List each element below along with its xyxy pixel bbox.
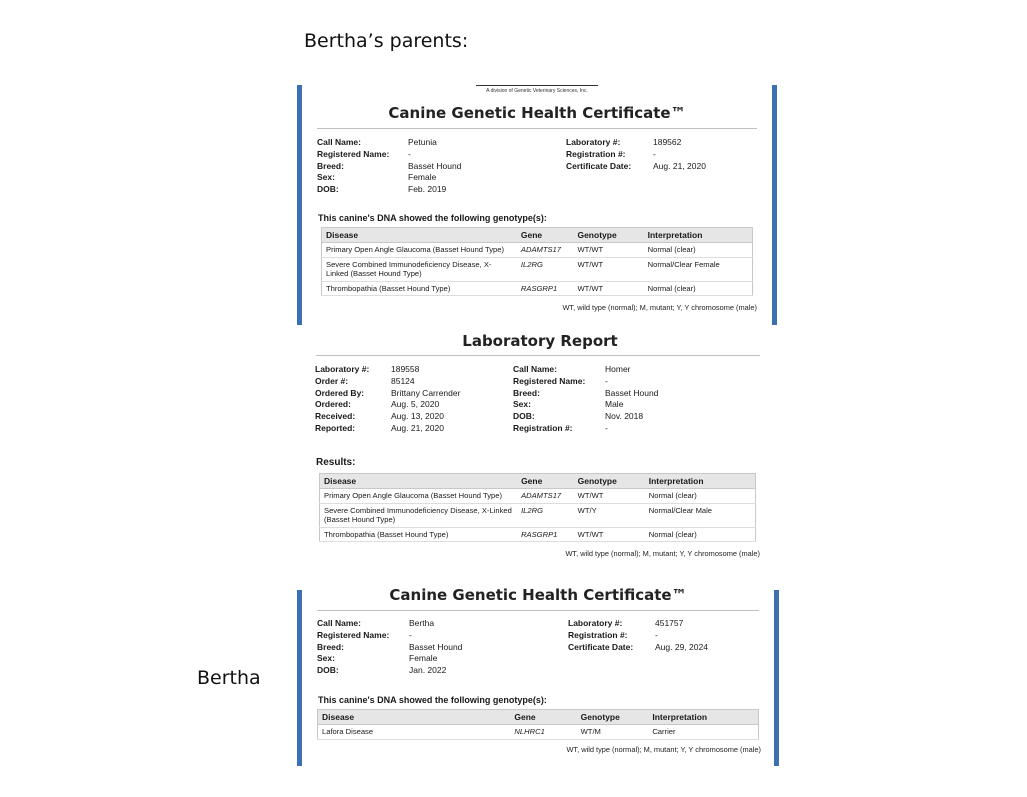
cell-interp: Normal/Clear Male: [645, 503, 756, 527]
accent-bar-left: [297, 590, 302, 766]
results-table: [319, 473, 756, 542]
field-row: [566, 137, 706, 149]
left-fields: [317, 137, 461, 196]
cell-gene: IL2RG: [517, 257, 574, 281]
field-label: DOB:: [317, 184, 339, 195]
table-row: [322, 281, 753, 296]
column-header: Gene: [517, 474, 574, 489]
table-row: [320, 527, 756, 542]
field-label: Registered Name:: [513, 375, 586, 386]
cell-genotype: WT/WT: [573, 257, 643, 281]
cell-gene: NLHRC1: [510, 725, 576, 740]
field-value: 451757: [655, 618, 684, 628]
field-label: Reported:: [315, 422, 356, 433]
field-row: [566, 161, 706, 173]
cell-gene: RASGRP1: [517, 281, 574, 296]
field-value: Nov. 2018: [605, 411, 644, 422]
field-row: [317, 172, 461, 184]
field-row: [315, 388, 460, 400]
genotype-legend: WT, wild type (normal); M, mutant; Y, Y chromosome (male): [566, 745, 761, 754]
table-header-row: [322, 228, 753, 243]
field-label: Sex:: [317, 653, 335, 664]
field-row: [317, 184, 461, 196]
field-value: Brittany Carrender: [391, 387, 461, 398]
field-label: Laboratory #:: [566, 137, 621, 147]
field-label: Registered Name:: [317, 629, 390, 640]
division-line: A division of Genetic Veterinary Sciences, Inc.: [476, 88, 598, 94]
field-row: [317, 618, 462, 630]
field-value: Aug. 21, 2020: [653, 160, 706, 171]
field-row: [568, 642, 708, 654]
parents-caption: Bertha’s parents:: [304, 30, 469, 52]
column-header: Disease: [320, 474, 518, 489]
field-label: Call Name:: [317, 137, 361, 147]
field-value: -: [408, 148, 411, 159]
table-row: [320, 489, 756, 504]
field-label: DOB:: [317, 665, 339, 676]
field-value: Aug. 21, 2020: [391, 422, 444, 433]
certificate-bertha: [297, 586, 779, 766]
results-section-label: Results:: [316, 457, 356, 468]
column-header: Interpretation: [644, 228, 753, 243]
cell-interp: Normal (clear): [645, 489, 756, 504]
title-rule: [317, 610, 759, 611]
field-value: -: [655, 629, 658, 640]
cell-disease: Primary Open Angle Glaucoma (Basset Hound Type): [320, 489, 518, 504]
table-row: [322, 257, 753, 281]
field-label: Call Name:: [513, 364, 557, 374]
accent-bar-right: [772, 85, 777, 325]
field-label: Received:: [315, 411, 356, 422]
cell-gene: ADAMTS17: [517, 489, 574, 504]
cell-genotype: WT/WT: [573, 243, 643, 258]
certificate-title: Canine Genetic Health Certificate™: [389, 586, 687, 604]
field-value: Male: [605, 399, 624, 410]
field-label: Sex:: [513, 399, 531, 410]
field-row: [568, 618, 708, 630]
field-value: Feb. 2019: [408, 184, 447, 195]
field-value: Bertha: [409, 618, 435, 628]
field-value: Homer: [605, 364, 631, 374]
column-header: Interpretation: [648, 710, 758, 725]
certificate-petunia: [297, 85, 777, 325]
cell-gene: IL2RG: [517, 503, 574, 527]
right-fields: [568, 618, 708, 653]
field-label: Laboratory #:: [568, 618, 623, 628]
field-row: [566, 149, 706, 161]
field-label: Order #:: [315, 375, 349, 386]
table-header-row: [320, 474, 756, 489]
cell-gene: ADAMTS17: [517, 243, 574, 258]
field-row: [315, 423, 460, 435]
field-row: [317, 630, 462, 642]
field-value: Basset Hound: [409, 641, 463, 652]
field-row: [315, 399, 460, 411]
field-row: [317, 642, 462, 654]
field-row: [568, 630, 708, 642]
field-row: [315, 376, 460, 388]
column-header: Disease: [318, 710, 511, 725]
field-value: -: [605, 422, 608, 433]
cell-interp: Normal (clear): [644, 243, 753, 258]
cell-disease: Lafora Disease: [318, 725, 511, 740]
column-header: Gene: [517, 228, 574, 243]
cell-gene: RASGRP1: [517, 527, 574, 542]
table-header-row: [318, 710, 759, 725]
field-row: [513, 399, 658, 411]
table-row: [320, 503, 756, 527]
cell-disease: Thrombopathia (Basset Hound Type): [322, 281, 517, 296]
report-left-fields: [315, 364, 460, 435]
field-label: Ordered:: [315, 399, 351, 410]
field-label: Ordered By:: [315, 387, 365, 398]
cell-interp: Normal/Clear Female: [644, 257, 753, 281]
genotype-section-label: This canine's DNA showed the following genotype(s):: [318, 213, 547, 223]
field-row: [317, 653, 462, 665]
field-row: [317, 149, 461, 161]
field-label: Registration #:: [513, 422, 573, 433]
field-row: [315, 411, 460, 423]
field-row: [317, 137, 461, 149]
cell-genotype: WT/WT: [573, 281, 643, 296]
table-row: [318, 725, 759, 740]
field-label: Certificate Date:: [566, 160, 632, 171]
cell-disease: Primary Open Angle Glaucoma (Basset Hound Type): [322, 243, 517, 258]
field-label: DOB:: [513, 411, 535, 422]
laboratory-report-homer: [310, 326, 770, 566]
field-value: Aug. 29, 2024: [655, 641, 708, 652]
cell-genotype: WT/Y: [574, 503, 645, 527]
column-header: Genotype: [574, 474, 645, 489]
field-value: Basset Hound: [605, 387, 659, 398]
genotype-section-label: This canine's DNA showed the following genotype(s):: [318, 695, 547, 705]
column-header: Genotype: [573, 228, 643, 243]
field-row: [513, 411, 658, 423]
field-label: Breed:: [317, 641, 344, 652]
field-value: -: [653, 148, 656, 159]
field-label: Breed:: [513, 387, 540, 398]
cell-disease: Thrombopathia (Basset Hound Type): [320, 527, 518, 542]
field-label: Registration #:: [566, 148, 626, 159]
bertha-caption: Bertha: [197, 667, 261, 689]
cell-disease: Severe Combined Immunodeficiency Disease, X-Linked (Basset Hound Type): [322, 257, 517, 281]
field-row: [513, 376, 658, 388]
field-value: 189558: [391, 364, 420, 374]
right-fields: [566, 137, 706, 172]
genotype-legend: WT, wild type (normal); M, mutant; Y, Y chromosome (male): [562, 303, 757, 312]
field-label: Registered Name:: [317, 148, 390, 159]
cell-interp: Normal (clear): [644, 281, 753, 296]
left-fields: [317, 618, 462, 677]
field-row: [513, 423, 658, 435]
column-header: Interpretation: [645, 474, 756, 489]
results-table: [317, 709, 759, 740]
column-header: Disease: [322, 228, 517, 243]
field-value: 189562: [653, 137, 682, 147]
genotype-legend: WT, wild type (normal); M, mutant; Y, Y chromosome (male): [565, 549, 760, 558]
report-title-rule: [316, 355, 760, 356]
cell-interp: Carrier: [648, 725, 758, 740]
accent-bar-right: [774, 590, 779, 766]
field-row: [317, 161, 461, 173]
field-row: [317, 665, 462, 677]
field-label: Laboratory #:: [315, 364, 370, 374]
field-row: [315, 364, 460, 376]
field-value: 85124: [391, 375, 415, 386]
title-rule: [317, 128, 757, 129]
field-value: Jan. 2022: [409, 665, 447, 676]
column-header: Gene: [510, 710, 576, 725]
cell-genotype: WT/WT: [574, 527, 645, 542]
field-label: Call Name:: [317, 618, 361, 628]
field-value: -: [409, 629, 412, 640]
field-label: Certificate Date:: [568, 641, 634, 652]
accent-bar-left: [297, 85, 302, 325]
field-value: Basset Hound: [408, 160, 462, 171]
report-right-fields: [513, 364, 658, 435]
cell-interp: Normal (clear): [645, 527, 756, 542]
field-label: Breed:: [317, 160, 344, 171]
field-label: Registration #:: [568, 629, 628, 640]
cell-genotype: WT/WT: [574, 489, 645, 504]
field-label: Sex:: [317, 172, 335, 183]
field-row: [513, 364, 658, 376]
results-table: [321, 227, 753, 296]
cell-genotype: WT/M: [577, 725, 649, 740]
field-value: Female: [409, 653, 438, 664]
cell-disease: Severe Combined Immunodeficiency Disease, X-Linked (Basset Hound Type): [320, 503, 518, 527]
table-row: [322, 243, 753, 258]
field-row: [513, 388, 658, 400]
field-value: Female: [408, 172, 437, 183]
report-title: Laboratory Report: [462, 332, 618, 350]
field-value: -: [605, 375, 608, 386]
column-header: Genotype: [577, 710, 649, 725]
field-value: Aug. 5, 2020: [391, 399, 440, 410]
certificate-title: Canine Genetic Health Certificate™: [388, 104, 686, 122]
field-value: Aug. 13, 2020: [391, 411, 444, 422]
field-value: Petunia: [408, 137, 437, 147]
